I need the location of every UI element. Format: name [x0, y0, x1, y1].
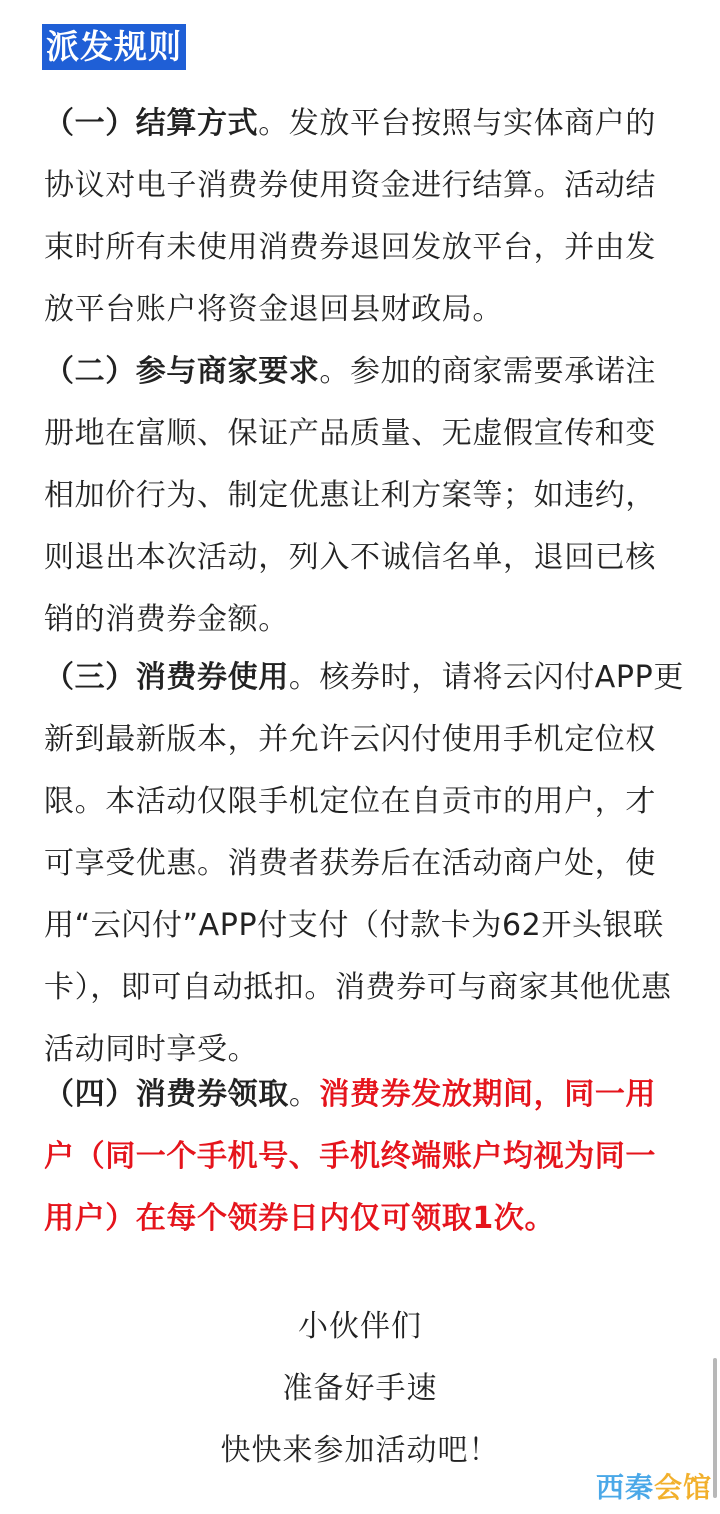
rule-text: 。核券时，请将云闪付APP更新到最新版本，并允许云闪付使用手机定位权限。本活动仅限手机定位在自贡市的用户，才可享受优惠。消费者获券后在活动商户处，使用“云闪付”APP付支付（付款卡为62开头银联卡），即可自动抵扣。消费券可与商家其他优惠活动同时享受。	[44, 660, 684, 1067]
section-heading: 派发规则	[42, 24, 186, 70]
rule-paragraph-merchant-requirements	[44, 341, 684, 651]
rule-text: 。发放平台按照与实体商户的协议对电子消费券使用资金进行结算。活动结束时所有未使用消费券退回发放平台，并由发放平台账户将资金退回县财政局。	[44, 106, 657, 327]
rule-text: 。	[288, 1077, 320, 1112]
rule-lead: （二）参与商家要求	[44, 354, 320, 389]
rule-highlight-text: 消费券发放期间，同一用户（同一个手机号、手机终端账户均视为同一用户）在每个领券日内仅可领取1次。	[44, 1077, 657, 1236]
rule-lead: （四）消费券领取	[44, 1077, 289, 1112]
rule-paragraph-coupon-usage	[44, 647, 684, 1081]
rule-paragraph-settlement	[44, 93, 684, 341]
scrollbar[interactable]	[713, 1358, 717, 1498]
rule-lead: （三）消费券使用	[44, 660, 289, 695]
closing-line: 快快来参加活动吧！	[220, 1433, 500, 1468]
rule-text: 。参加的商家需要承诺注册地在富顺、保证产品质量、无虚假宣传和变相加价行为、制定优惠让利方案等；如违约，则退出本次活动，列入不诚信名单，退回已核销的消费券金额。	[44, 354, 657, 637]
watermark-logo	[596, 1466, 712, 1506]
closing-line: 准备好手速	[282, 1371, 438, 1406]
rule-paragraph-coupon-claim	[44, 1064, 684, 1250]
watermark-part: 会馆	[653, 1471, 712, 1504]
closing-message	[0, 1296, 720, 1482]
watermark-part: 西秦	[595, 1471, 654, 1504]
rule-lead: （一）结算方式	[44, 106, 259, 141]
closing-line: 小伙伴们	[298, 1309, 422, 1344]
